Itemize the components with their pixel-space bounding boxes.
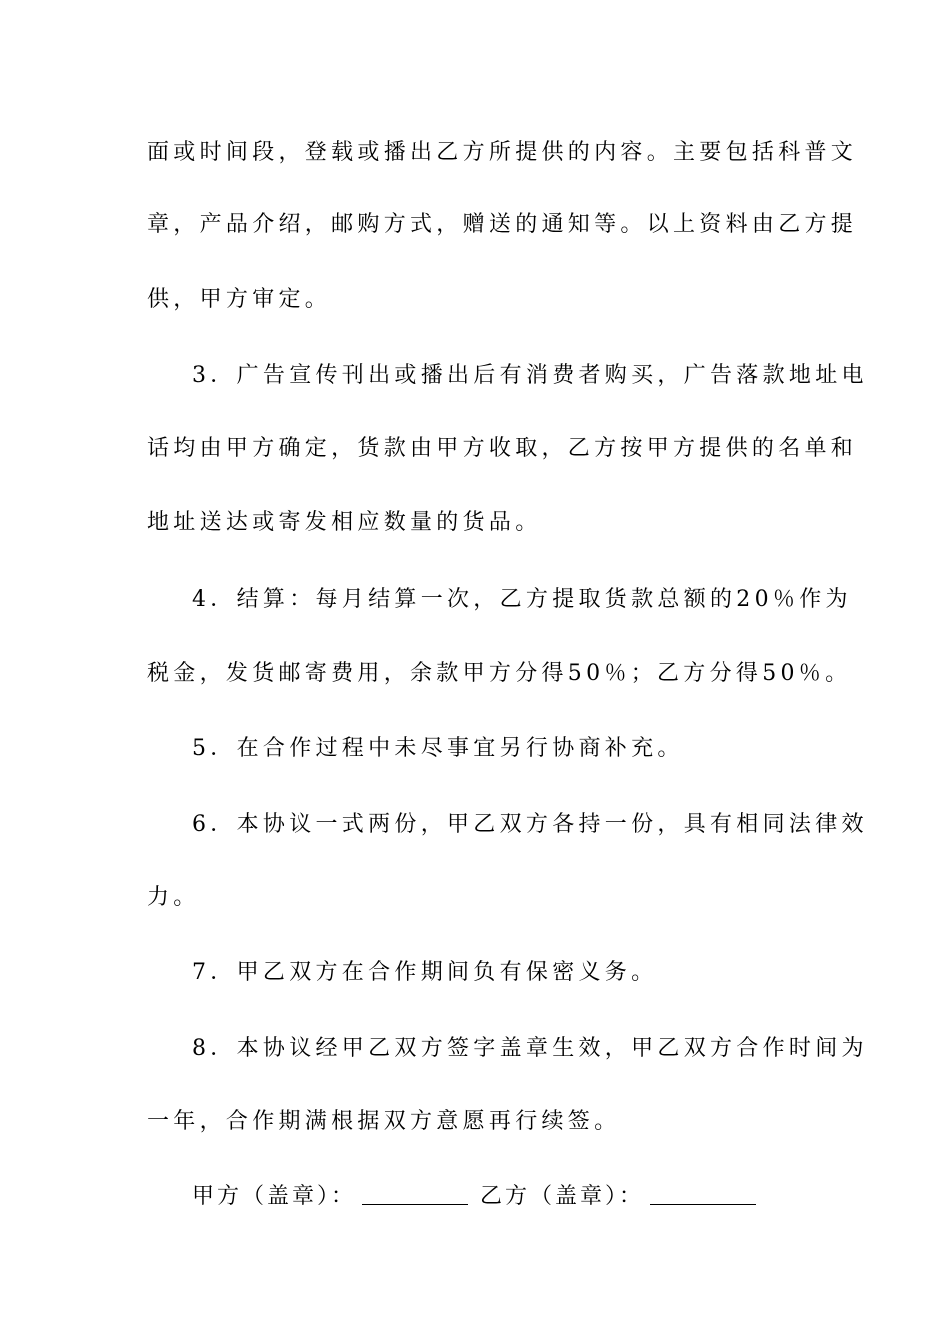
item-4-line-1: 4．结算：每月结算一次，乙方提取货款总额的20％作为 [192,587,852,612]
item-6-line-2: 力。 [147,885,200,910]
item-5-line-1: 5．在合作过程中未尽事宜另行协商补充。 [192,736,684,761]
item-3-line-3: 地址送达或寄发相应数量的货品。 [147,510,542,535]
item-4-line-2: 税金，发货邮寄费用，余款甲方分得50％；乙方分得50％。 [147,661,852,686]
party-a-signature-blank [362,1184,468,1205]
item-3-line-1: 3．广告宣传刊出或播出后有消费者购买，广告落款地址电 [192,363,868,388]
paragraph-1-line-3: 供，甲方审定。 [147,287,332,312]
paragraph-1-line-2: 章，产品介绍，邮购方式，赠送的通知等。以上资料由乙方提 [147,212,858,237]
item-3-line-2: 话均由甲方确定，货款由甲方收取，乙方按甲方提供的名单和 [147,436,858,461]
item-8-line-1: 8．本协议经甲乙双方签字盖章生效，甲乙双方合作时间为 [192,1036,868,1061]
item-8-line-2: 一年，合作期满根据双方意愿再行续签。 [147,1109,621,1134]
party-a-label: 甲方（盖章）： [192,1184,357,1209]
party-b-signature-blank [650,1184,756,1205]
paragraph-1-line-1: 面或时间段，登载或播出乙方所提供的内容。主要包括科普文 [147,140,858,165]
item-7-line-1: 7．甲乙双方在合作期间负有保密义务。 [192,960,658,985]
party-b-label: 乙方（盖章）： [480,1184,645,1209]
signature-row [192,1182,768,1212]
item-6-line-1: 6．本协议一式两份，甲乙双方各持一份，具有相同法律效 [192,812,868,837]
